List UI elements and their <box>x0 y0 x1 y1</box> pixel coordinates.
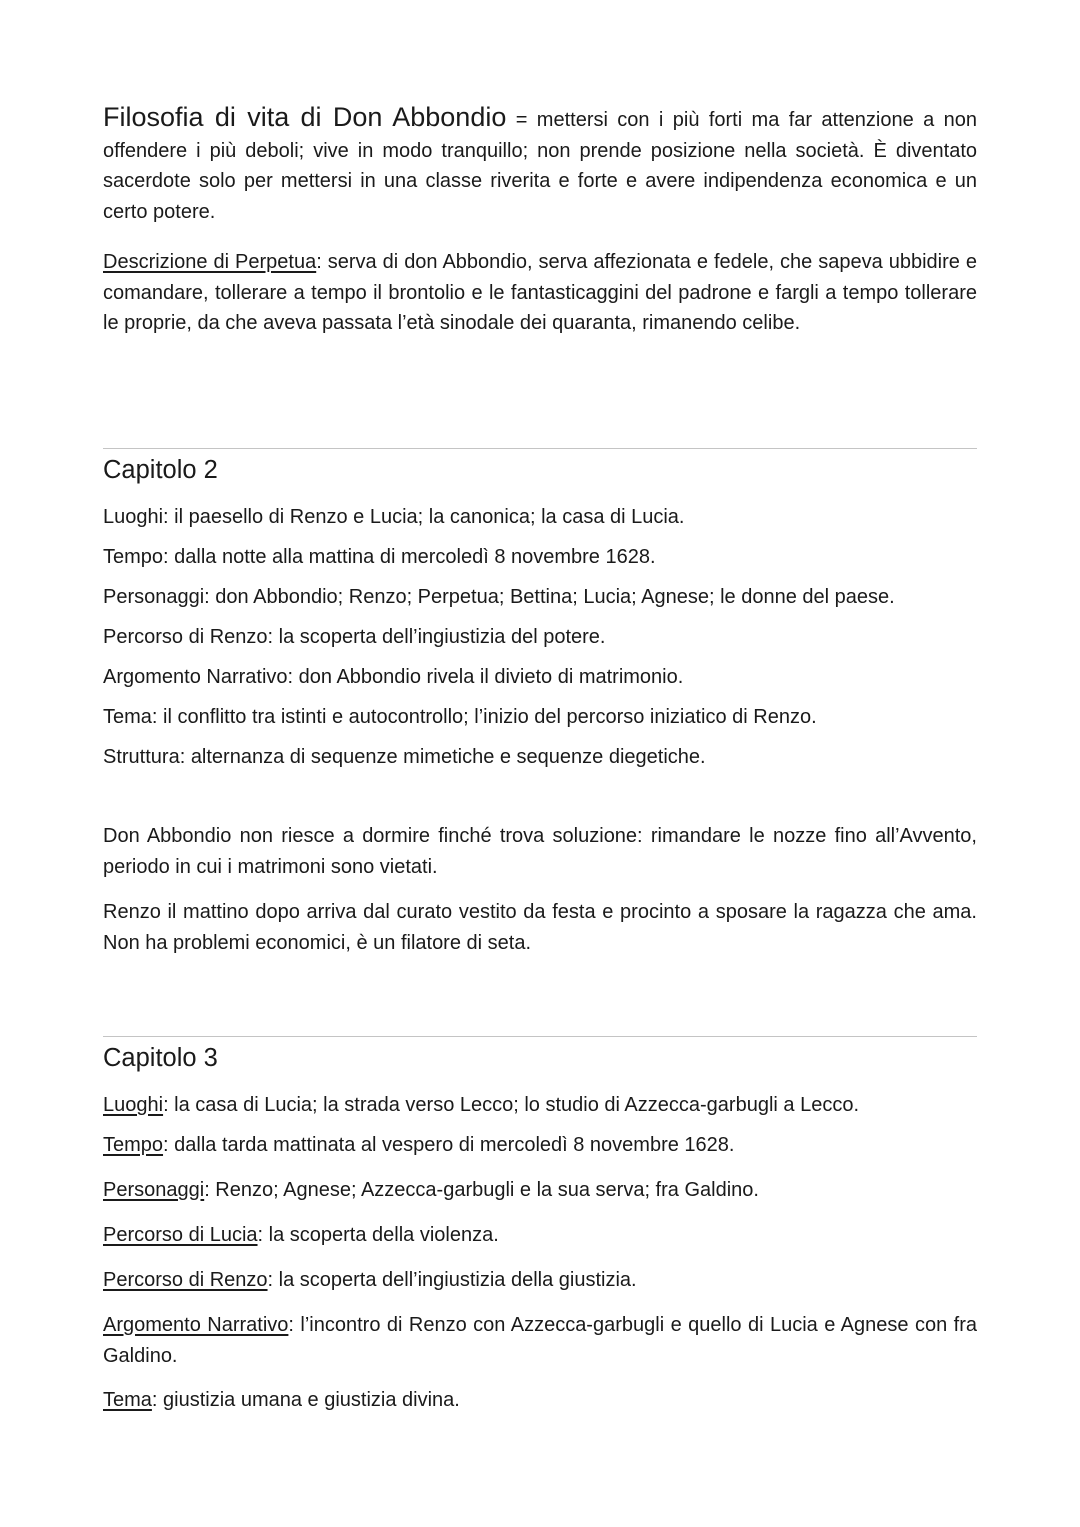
perpetua-text: : serva di don Abbondio, serva affezionata e fedele, che sapeva ubbidire e comandare, tollerare a tempo il brontolio e le fantasticaggini del padrone e fargli a tempo tollerare le proprie, da che aveva passata l’età sinodale dei quaranta, rimanendo celibe. <box>103 251 977 334</box>
cap3-item <box>103 1220 977 1251</box>
cap3-item-label: Percorso di Renzo <box>103 1269 268 1291</box>
cap2-item: Argomento Narrativo: don Abbondio rivela il divieto di matrimonio. <box>103 666 684 688</box>
perpetua-label: Descrizione di Perpetua <box>103 251 317 273</box>
cap3-item-text: : la scoperta dell’ingiustizia della giustizia. <box>267 1269 637 1291</box>
cap2-item: Percorso di Renzo: la scoperta dell’ingiustizia del potere. <box>103 626 606 648</box>
cap3-item <box>103 1090 977 1121</box>
cap3-item <box>103 1130 977 1161</box>
cap3-item-label: Tema <box>103 1389 152 1411</box>
perpetua-paragraph <box>103 247 977 339</box>
filosofia-paragraph <box>103 102 977 227</box>
cap3-item-label: Argomento Narrativo <box>103 1314 289 1336</box>
cap2-title: Capitolo 2 <box>103 456 218 484</box>
cap2-item: Luoghi: il paesello di Renzo e Lucia; la canonica; la casa di Lucia. <box>103 506 685 528</box>
cap3-item-label: Percorso di Lucia <box>103 1224 258 1246</box>
cap3-item <box>103 1385 977 1416</box>
cap3-item-label: Personaggi <box>103 1179 205 1201</box>
filosofia-text: = mettersi con i più forti ma far attenzione a non offendere i più deboli; vive in modo tranquillo; non prende posizione nella società. È diventato sacerdote solo per mettersi in una classe riverita e forte e avere indipendenza economica e un certo potere. <box>103 109 977 223</box>
cap2-item: Tema: il conflitto tra istinti e autocontrollo; l’inizio del percorso iniziatico di Renzo. <box>103 706 817 728</box>
cap2-paragraph-2: Renzo il mattino dopo arriva dal curato vestito da festa e procinto a sposare la ragazza che ama. Non ha problemi economici, è un filatore di seta. <box>103 901 977 954</box>
divider-cap3 <box>103 1036 977 1037</box>
filosofia-title: Filosofia di vita di Don Abbondio <box>103 102 507 132</box>
cap3-item-label: Tempo <box>103 1134 164 1156</box>
cap3-item-text: : dalla tarda mattinata al vespero di mercoledì 8 novembre 1628. <box>163 1134 735 1156</box>
cap3-item-text: : Renzo; Agnese; Azzecca-garbugli e la sua serva; fra Galdino. <box>204 1179 759 1201</box>
cap3-item <box>103 1265 977 1296</box>
divider-cap2 <box>103 448 977 449</box>
cap3-item-text: : giustizia umana e giustizia divina. <box>151 1389 460 1411</box>
cap2-item: Tempo: dalla notte alla mattina di mercoledì 8 novembre 1628. <box>103 546 656 568</box>
cap3-item <box>103 1310 977 1371</box>
cap2-item: Struttura: alternanza di sequenze mimetiche e sequenze diegetiche. <box>103 746 706 768</box>
cap3-item-text: : l’incontro di Renzo con Azzecca-garbugli e quello di Lucia e Agnese con fra Galdino. <box>103 1314 977 1367</box>
cap3-title: Capitolo 3 <box>103 1044 218 1072</box>
cap2-item: Personaggi: don Abbondio; Renzo; Perpetua; Bettina; Lucia; Agnese; le donne del paese. <box>103 586 895 608</box>
cap3-item-text: : la scoperta della violenza. <box>257 1224 499 1246</box>
cap3-item <box>103 1175 977 1206</box>
cap3-item-text: : la casa di Lucia; la strada verso Lecco; lo studio di Azzecca-garbugli a Lecco. <box>163 1094 859 1116</box>
cap2-paragraph-1: Don Abbondio non riesce a dormire finché trova soluzione: rimandare le nozze fino all’Avvento, periodo in cui i matrimoni sono vietati. <box>103 825 977 878</box>
cap3-item-label: Luoghi <box>103 1094 164 1116</box>
